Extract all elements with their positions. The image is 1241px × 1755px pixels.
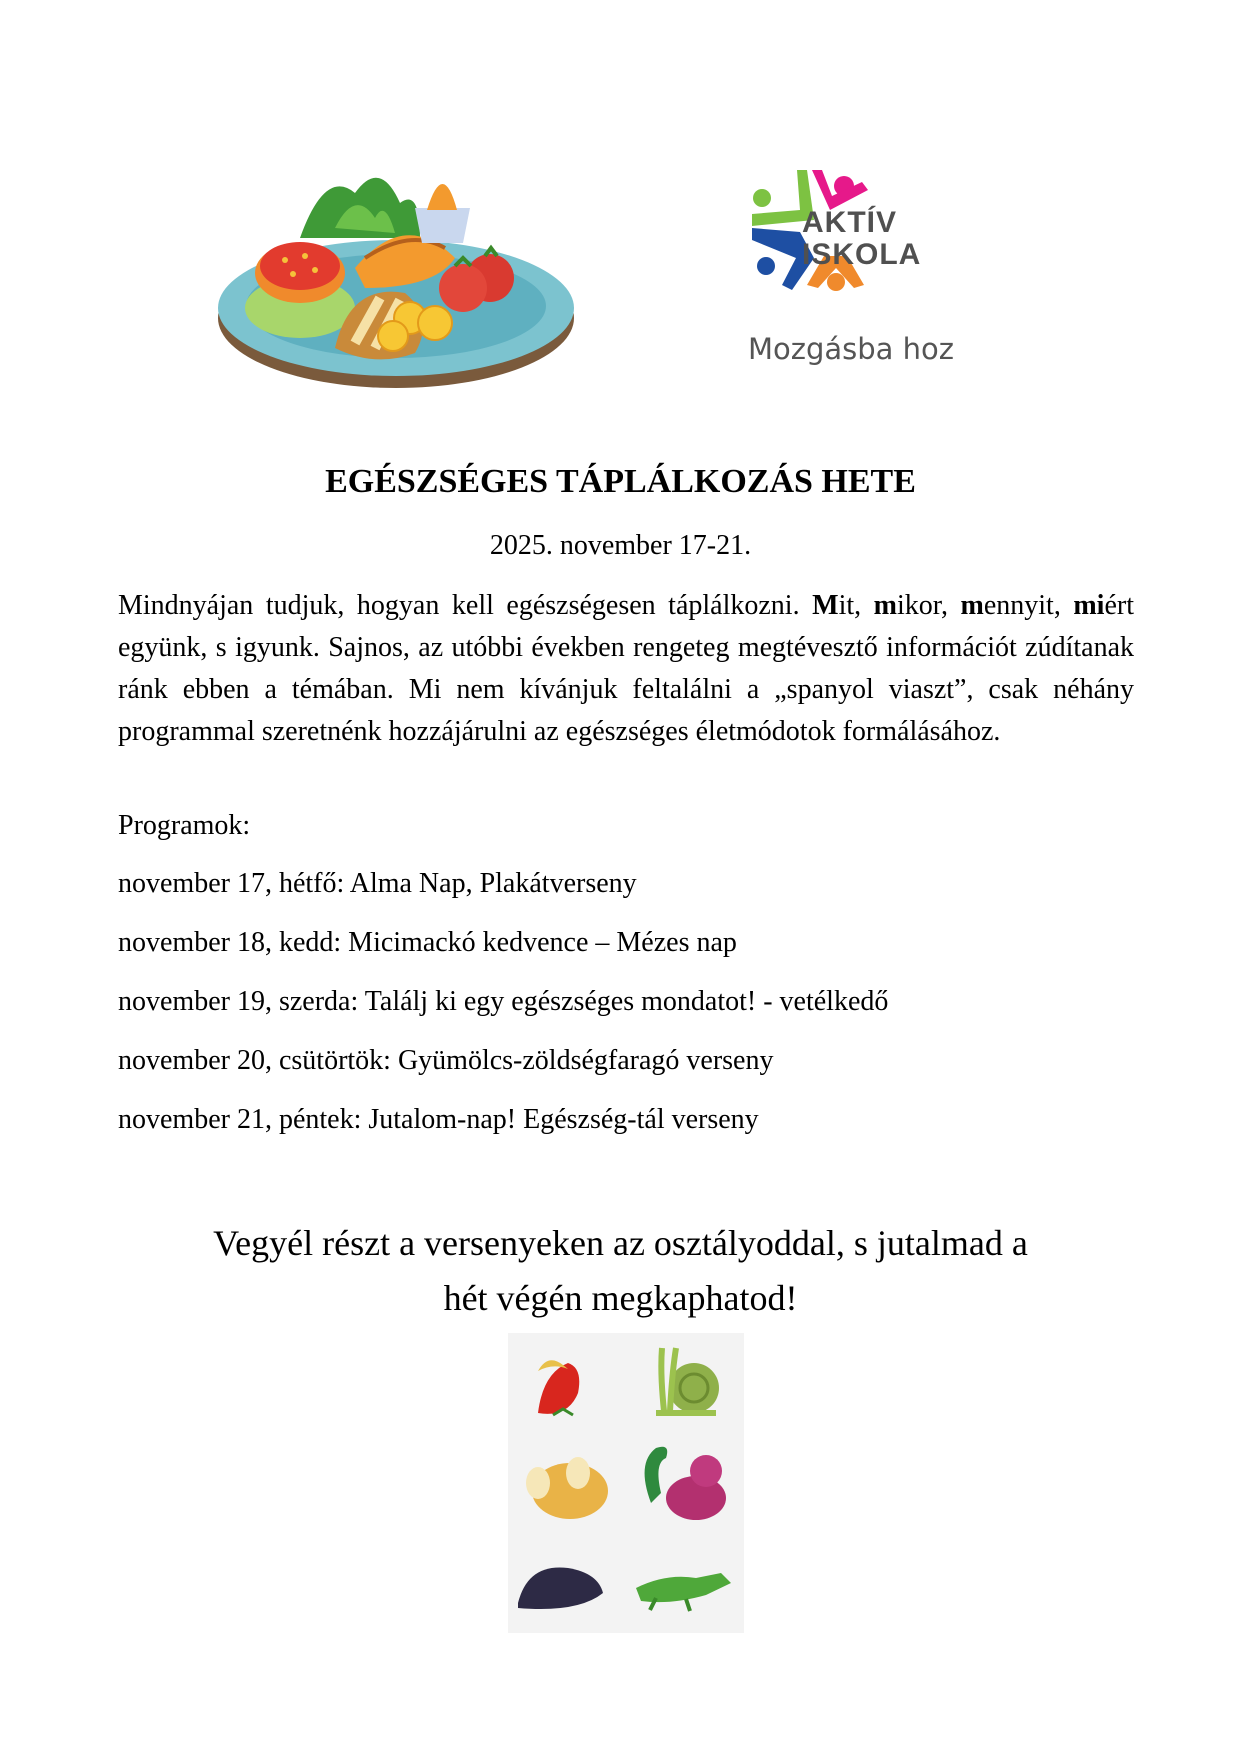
healthy-plate-illustration (205, 148, 587, 398)
program-item: november 21, péntek: Jutalom-nap! Egészség-tál verseny (118, 1104, 759, 1135)
closing-message (0, 1216, 1241, 1326)
program-item: november 18, kedd: Micimackó kedvence – Mézes nap (118, 927, 737, 958)
carving-mouse-photo (508, 1433, 626, 1533)
carving-whale-photo (508, 1533, 626, 1633)
closing-line-1: Vegyél részt a versenyeken az osztályoddal, s jutalmad a (213, 1223, 1028, 1263)
programs-label: Programok: (118, 810, 251, 841)
intro-paragraph: Mindnyájan tudjuk, hogyan kell egészségesen táplálkozni. Mit, mikor, mennyit, miért együnk, s igyunk. Sajnos, az utóbbi években rengeteg megtévesztő információt zúdítanak ránk ebben a témában. Mi nem kívánjuk feltalálni a „spanyol viaszt”, csak néhány programmal szeretnénk hozzájárulni az egészséges életmódotok formálásához. (118, 590, 1134, 747)
carving-snail-photo (626, 1333, 744, 1433)
program-item: november 20, csütörtök: Gyümölcs-zöldségfaragó verseny (118, 1045, 774, 1076)
carving-toucan-photo (508, 1333, 626, 1433)
logo-word-iskola: ISKOLA (802, 238, 922, 271)
carving-photo-grid (508, 1333, 744, 1635)
closing-line-2: hét végén megkaphatod! (443, 1278, 798, 1318)
logo-word-aktiv: AKTÍV (802, 206, 897, 239)
carving-lizard-photo (626, 1533, 744, 1633)
aktiv-iskola-logo (748, 170, 982, 380)
event-date: 2025. november 17-21. (489, 530, 752, 561)
carving-skunk-photo (626, 1433, 744, 1533)
program-item: november 17, hétfő: Alma Nap, Plakátverseny (118, 868, 637, 899)
program-item: november 19, szerda: Találj ki egy egészséges mondatot! - vetélkedő (118, 986, 889, 1017)
page-title: EGÉSZSÉGES TÁPLÁLKOZÁS HETE (325, 463, 916, 500)
logo-tagline: Mozgásba hoz (748, 332, 955, 366)
